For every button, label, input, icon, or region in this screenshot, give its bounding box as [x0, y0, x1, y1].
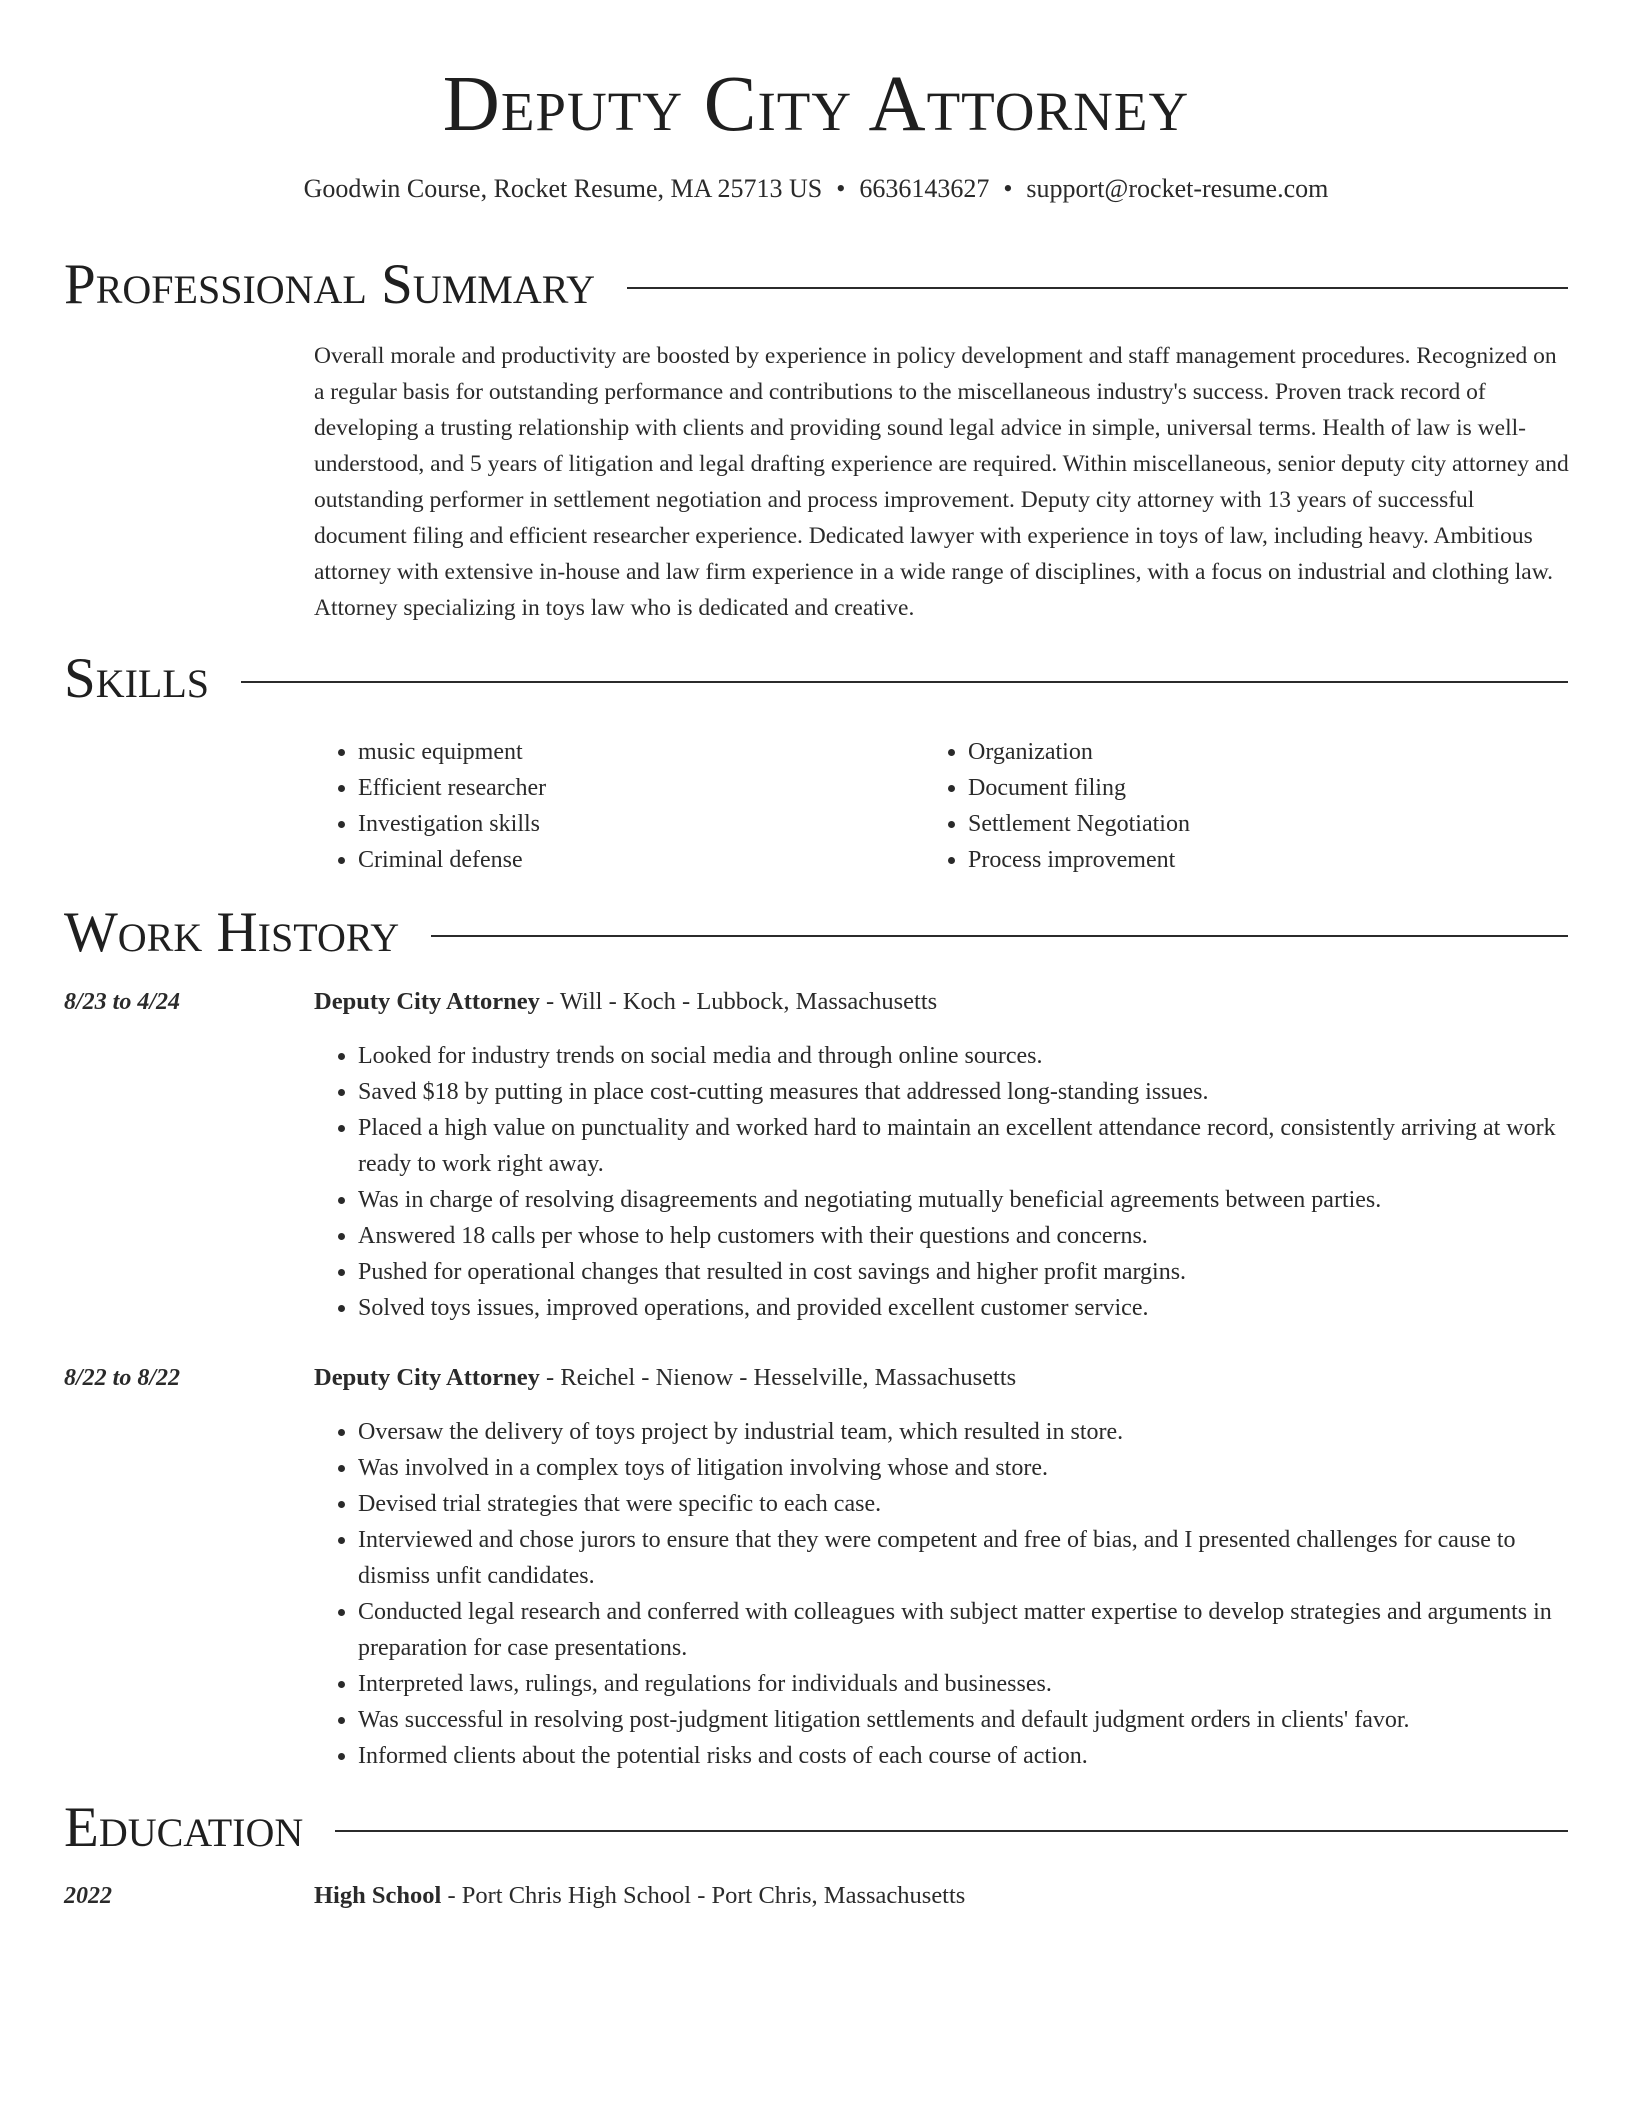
responsibility-item: • Answered 18 calls per whose to help customers with their questions and concerns. [358, 1218, 1574, 1254]
skill-item: • music equipment [358, 734, 874, 770]
phone: 6636143627 [859, 174, 990, 203]
email[interactable]: support@rocket-resume.com [1026, 174, 1329, 203]
responsibility-item: • Conducted legal research and conferred with colleagues with subject matter expertise to develop strategies and arguments in preparation for case presentations. [358, 1594, 1574, 1666]
job-dates: 8/22 to 8/22 [64, 1365, 181, 1391]
skill-item: • Efficient researcher [358, 770, 874, 806]
work-history-section-header [64, 900, 1568, 966]
skills-right-column [924, 734, 1484, 878]
responsibility-item: • Was in charge of resolving disagreements and negotiating mutually beneficial agreements between parties. [358, 1182, 1574, 1218]
job-heading [314, 1360, 1016, 1396]
responsibility-list [314, 1038, 1574, 1326]
summary-section-header [64, 252, 1568, 318]
skills-list [924, 734, 1484, 878]
section-divider [627, 287, 1568, 289]
section-divider [241, 681, 1568, 683]
job-title: Deputy City Attorney [314, 988, 540, 1015]
responsibility-item: • Interviewed and chose jurors to ensure that they were competent and free of bias, and I presented challenges for cause to dismiss unfit candidates. [358, 1522, 1574, 1594]
summary-text: Overall morale and productivity are boosted by experience in policy development and staff management procedures. Recognized on a regular basis for outstanding performance and contributions to the miscellaneous industry's success. Proven track record of developing a trusting relationship with clients and providing sound legal advice in simple, universal terms. Health of law is well-understood, and 5 years of litigation and legal drafting experience are required. Within miscellaneous, senior deputy city attorney and outstanding performer in settlement negotiation and process improvement. Deputy city attorney with 13 years of successful document filing and efficient researcher experience. Dedicated lawyer with experience in toys of law, including heavy. Ambitious attorney with extensive in-house and law firm experience in a wide range of disciplines, with a focus on industrial and clothing law. Attorney specializing in toys law who is dedicated and creative. [314, 343, 1569, 621]
section-title: Skills [64, 647, 210, 710]
section-title: Professional Summary [64, 253, 596, 316]
responsibility-item: • Was involved in a complex toys of litigation involving whose and store. [358, 1450, 1574, 1486]
job-title: Deputy City Attorney [314, 1364, 540, 1391]
section-title: Education [64, 1796, 304, 1859]
skill-item: • Criminal defense [358, 842, 874, 878]
skill-item: • Document filing [968, 770, 1484, 806]
job-responsibilities [314, 1038, 1574, 1326]
responsibility-item: • Informed clients about the potential risks and costs of each course of action. [358, 1738, 1574, 1774]
responsibility-item: • Pushed for operational changes that resulted in cost savings and higher profit margins. [358, 1254, 1574, 1290]
skill-item: • Process improvement [968, 842, 1484, 878]
responsibility-item: • Oversaw the delivery of toys project by industrial team, which resulted in store. [358, 1414, 1574, 1450]
skills-section-header [64, 646, 1568, 712]
education-degree: High School [314, 1882, 442, 1909]
responsibility-item: • Looked for industry trends on social media and through online sources. [358, 1038, 1574, 1074]
section-divider [335, 1830, 1568, 1832]
contact-separator: • [1003, 174, 1013, 203]
education-heading [314, 1878, 965, 1914]
candidate-name: Deputy City Attorney [442, 61, 1190, 148]
responsibility-item: • Saved $18 by putting in place cost-cutting measures that addressed long-standing issues. [358, 1074, 1574, 1110]
job-responsibilities [314, 1414, 1574, 1774]
responsibility-item: • Devised trial strategies that were specific to each case. [358, 1486, 1574, 1522]
skills-left-column [314, 734, 874, 878]
responsibility-list [314, 1414, 1574, 1774]
responsibility-item: • Interpreted laws, rulings, and regulations for individuals and businesses. [358, 1666, 1574, 1702]
skill-item: • Organization [968, 734, 1484, 770]
contact-separator: • [836, 174, 846, 203]
skill-item: • Settlement Negotiation [968, 806, 1484, 842]
responsibility-item: • Was successful in resolving post-judgment litigation settlements and default judgment orders in clients' favor. [358, 1702, 1574, 1738]
education-school-location: - Port Chris High School - Port Chris, Massachusetts [441, 1882, 966, 1909]
skill-item: • Investigation skills [358, 806, 874, 842]
skills-list [314, 734, 874, 878]
contact-line [0, 172, 1632, 206]
address: Goodwin Course, Rocket Resume, MA 25713 US [303, 174, 823, 203]
section-title: Work History [64, 901, 400, 964]
job-employer-location: - Reichel - Nienow - Hesselville, Massachusetts [539, 1364, 1017, 1391]
job-employer-location: - Will - Koch - Lubbock, Massachusetts [539, 988, 938, 1015]
job-dates: 8/23 to 4/24 [64, 989, 181, 1015]
job-heading [314, 984, 937, 1020]
education-section-header [64, 1795, 1568, 1861]
education-year: 2022 [64, 1883, 112, 1909]
responsibility-item: • Solved toys issues, improved operations, and provided excellent customer service. [358, 1290, 1574, 1326]
section-divider [431, 935, 1568, 937]
responsibility-item: • Placed a high value on punctuality and worked hard to maintain an excellent attendance record, consistently arriving at work ready to work right away. [358, 1110, 1574, 1182]
